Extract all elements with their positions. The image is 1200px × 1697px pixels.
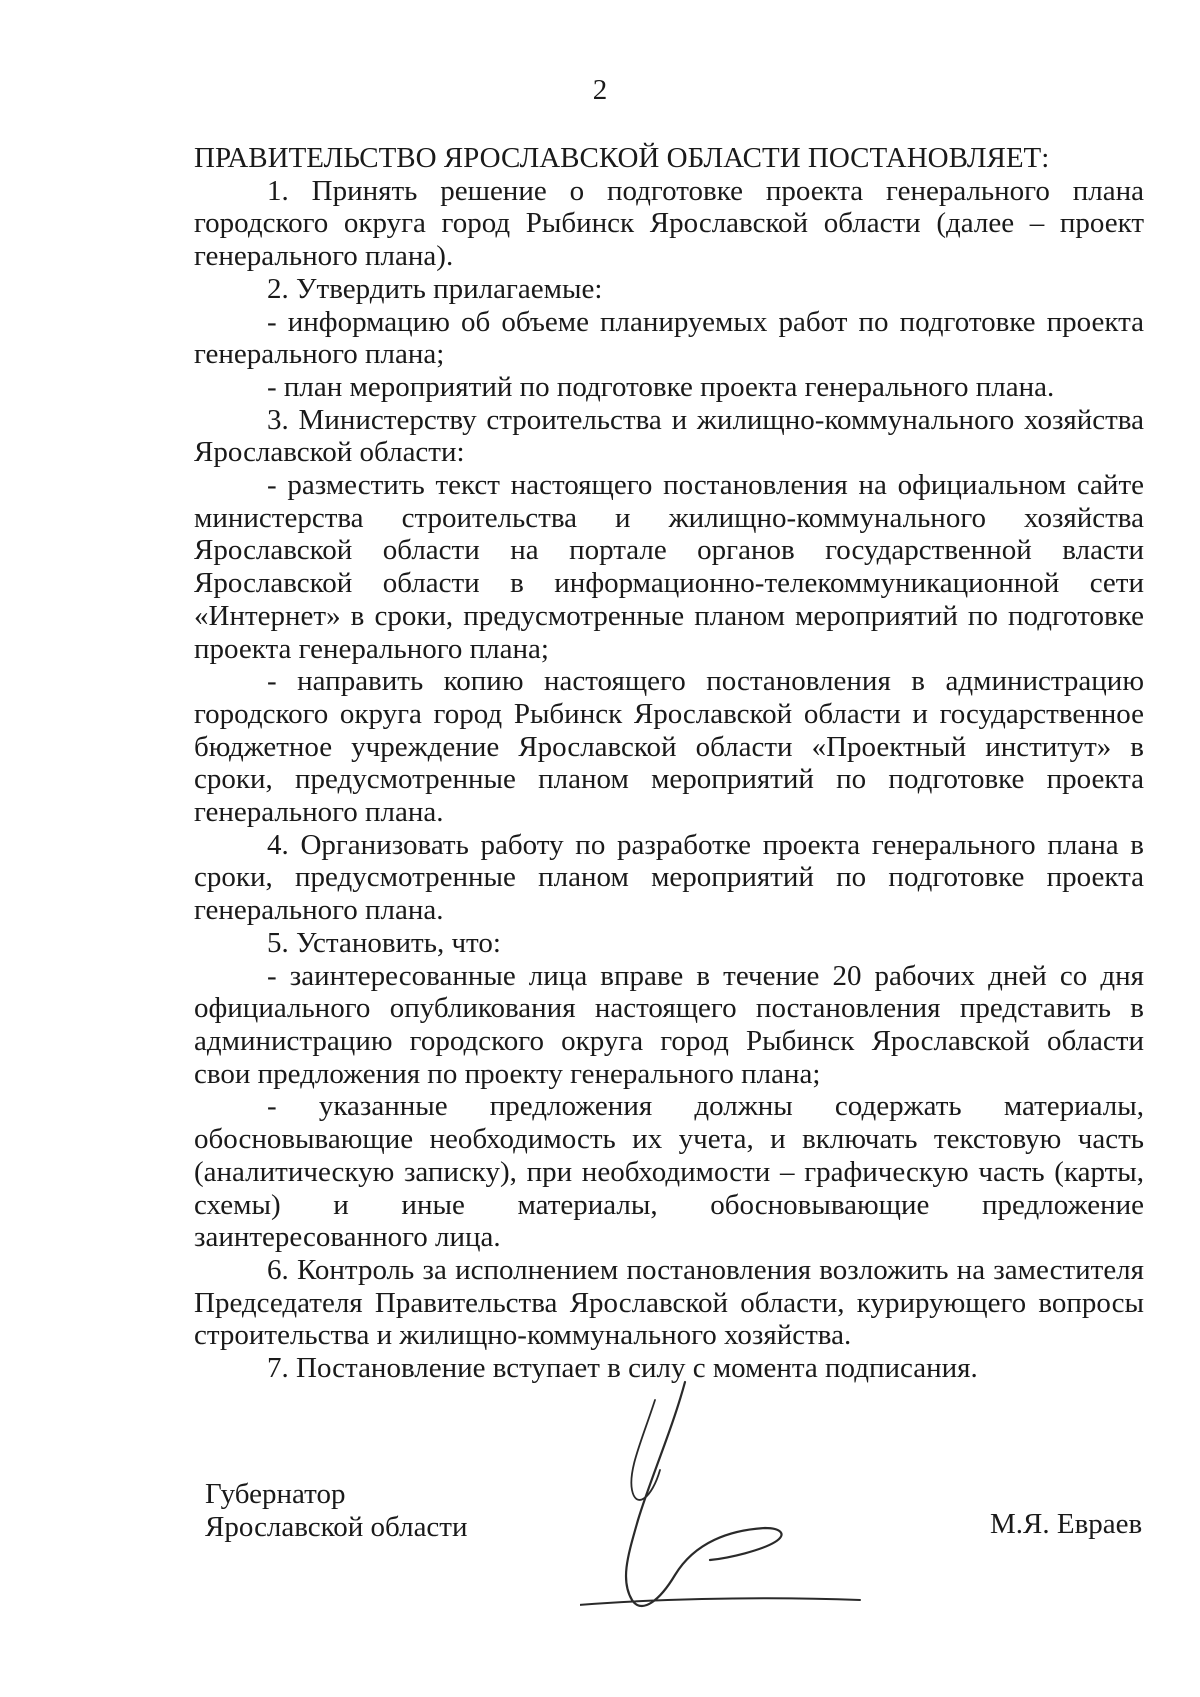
handwritten-signature [580, 1370, 960, 1630]
paragraph-3-item-1: - разместить текст настоящего постановления на официальном сайте министерства строительства и жилищно-коммунального хозяйства Ярославской области на портале органов государственной власти Ярославской области в информационно-телекоммуникационной сети «Интернет» в сроки, предусмотренные планом мероприятий по подготовке проекта генерального плана; [194, 469, 1144, 665]
paragraph-3: 3. Министерству строительства и жилищно-коммунального хозяйства Ярославской области: [194, 403, 1144, 469]
paragraph-6: 6. Контроль за исполнением постановления возложить на заместителя Председателя Правительства Ярославской области, курирующего вопросы строительства и жилищно-коммунального хозяйства. [194, 1253, 1144, 1352]
paragraph-7: 7. Постановление вступает в силу с момента подписания. [267, 1352, 978, 1385]
paragraph-5: 5. Установить, что: [267, 926, 501, 959]
signatory-title [205, 1478, 468, 1544]
page-number: 2 [592, 74, 608, 106]
paragraph-4: 4. Организовать работу по разработке проекта генерального плана в сроки, предусмотренные планом мероприятий по подготовке проекта генерального плана. [194, 828, 1144, 927]
paragraph-3-item-2: - направить копию настоящего постановления в администрацию городского округа город Рыбинск Ярославской области и государственное бюджетное учреждение Ярославской области «Проектный институт» в сроки, предусмотренные планом мероприятий по подготовке проекта генерального плана. [194, 665, 1144, 829]
paragraph-2-item-2: - план мероприятий по подготовке проекта генерального плана. [267, 370, 1055, 403]
paragraph-2: 2. Утвердить прилагаемые: [267, 272, 603, 305]
paragraph-5-item-1: - заинтересованные лица вправе в течение 20 рабочих дней со дня официального опубликования настоящего постановления представить в администрацию городского округа город Рыбинск Ярославской области свои предложения по проекту генерального плана; [194, 959, 1144, 1090]
resolution-heading: ПРАВИТЕЛЬСТВО ЯРОСЛАВСКОЙ ОБЛАСТИ ПОСТАНОВЛЯЕТ: [194, 142, 1050, 174]
signatory-title-line-2: Ярославской области [205, 1511, 468, 1543]
signatory-title-line-1: Губернатор [205, 1478, 346, 1510]
signature-underline [580, 1598, 860, 1607]
paragraph-2-item-1: - информацию об объеме планируемых работ по подготовке проекта генерального плана; [194, 305, 1144, 371]
paragraph-1: 1. Принять решение о подготовке проекта генерального плана городского округа город Рыбинск Ярославской области (далее – проект генерального плана). [194, 174, 1144, 273]
document-body [194, 142, 1144, 1385]
signatory-name: М.Я. Евраев [990, 1508, 1143, 1540]
signature-stroke-loop [631, 1400, 660, 1500]
paragraph-5-item-2: - указанные предложения должны содержать материалы, обосновывающие необходимость их учета, и включать текстовую часть (аналитическую записку), при необходимости – графическую часть (карты, схемы) и иные материалы, обосновывающие предложение заинтересованного лица. [194, 1090, 1144, 1254]
